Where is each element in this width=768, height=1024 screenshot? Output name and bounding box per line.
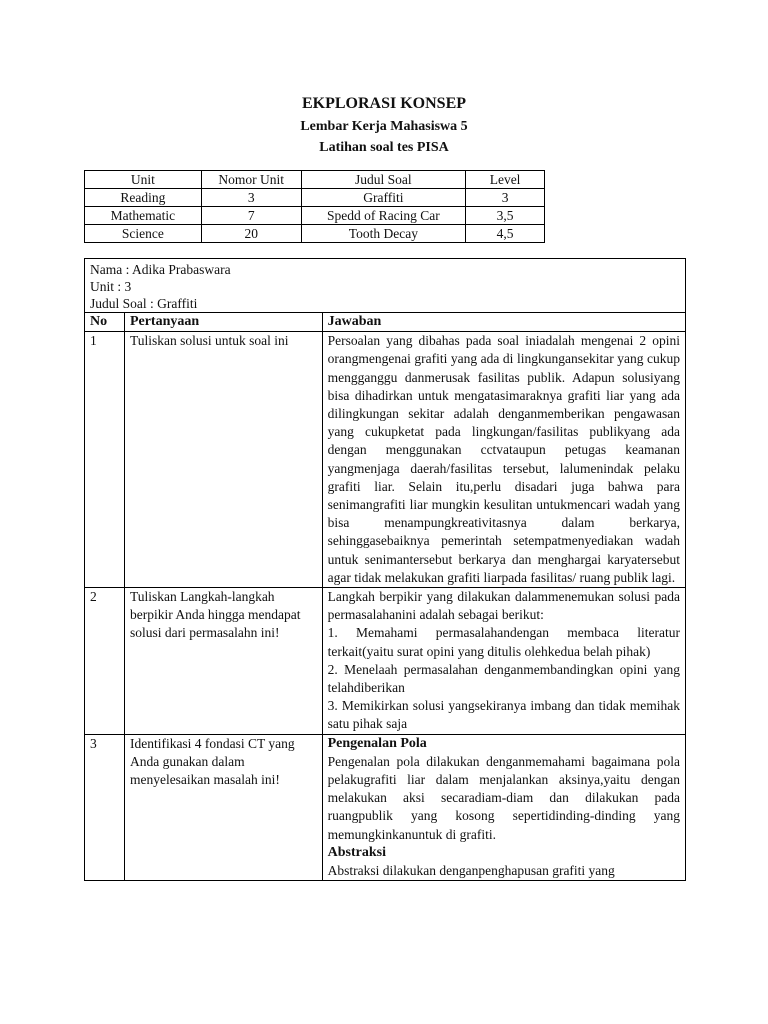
student-name: Nama : Adika Prabaswara: [90, 262, 231, 277]
row-number: 1: [85, 332, 125, 588]
table-row: [85, 207, 545, 225]
row-number: 3: [85, 734, 125, 881]
table-cell: 4,5: [466, 225, 545, 243]
column-header: Judul Soal: [301, 171, 466, 189]
table-row: [85, 332, 686, 588]
worksheet-table: [84, 258, 686, 881]
table-cell: Spedd of Racing Car: [301, 207, 466, 225]
question-text: Identifikasi 4 fondasi CT yang Anda gunakan dalam menyelesaikan masalah ini!: [124, 734, 322, 881]
table-cell: Tooth Decay: [301, 225, 466, 243]
column-header-jawaban: Jawaban: [322, 313, 685, 332]
column-header: Level: [466, 171, 545, 189]
question-text: Tuliskan solusi untuk soal ini: [124, 332, 322, 588]
table-cell: 3,5: [466, 207, 545, 225]
table-row: [85, 189, 545, 207]
table-cell: Science: [85, 225, 202, 243]
answer-step: 1. Memahami permasalahandengan membaca literatur terkait(yaitu surat opini yang ditulis olehkedua belah pihak): [327, 625, 680, 659]
student-info: [85, 259, 686, 313]
unit-number: Unit : 3: [90, 279, 132, 294]
answer-cell: [322, 734, 685, 881]
column-header-no: No: [85, 313, 125, 332]
question-text: Tuliskan Langkah-langkah berpikir Anda hingga mendapat solusi dari permasalahn ini!: [124, 588, 322, 735]
answer-text: Persoalan yang dibahas pada soal iniadalah mengenai 2 opini orangmengenai grafiti yang ada di lingkungansekitar yang cukup mengganggu danmerusak fasilitas publik. Adapun solusiyang bisa dihadirkan untuk mengatasimaraknya grafiti liar yang ada dilingkungan sekitar adalah denganmemberikan pengawasan yang cukupketat pada lingkungan/fasilitas publikyang ada dengan menggunakan cctvataupun petugas keamanan yangmenjaga daerah/fasilitas tersebut, lalumenindak pelaku grafiti liar. Selain itu,perlu disadari juga bahwa para senimangrafiti liar mungkin kesulitan untukmencari wadah yang bisa menampungkreativitasnya dalam berkarya, sehinggasebaiknya pemerintah setempatmenyediakan wadah untuk senimantersebut berkarya dan menghargai karyatersebut agar tidak melakukan grafiti liarpada fasilitas/ ruang publik lagi.: [322, 332, 685, 588]
table-header-row: [85, 171, 545, 189]
answer-step: 2. Menelaah permasalahan denganmembandingkan opini yang telahdiberikan: [327, 661, 680, 696]
answer-paragraph: Abstraksi dilakukan denganpenghapusan grafiti yang: [327, 863, 615, 879]
column-header: Nomor Unit: [201, 171, 301, 189]
table-cell: 3: [201, 189, 301, 207]
answer-step: 3. Memikirkan solusi yangsekiranya imbang dan tidak memihak satu pihak saja: [327, 698, 680, 732]
table-row: [85, 588, 686, 735]
table-row: [85, 734, 686, 881]
table-row: [85, 225, 545, 243]
question-title: Judul Soal : Graffiti: [90, 296, 198, 311]
column-header-pertanyaan: Pertanyaan: [124, 313, 322, 332]
unit-table: [84, 170, 545, 243]
answer-heading: Pengenalan Pola: [327, 735, 427, 751]
answer-cell: [322, 588, 685, 735]
document-subtitle-2: Latihan soal tes PISA: [319, 140, 449, 155]
worksheet-header-row: [85, 313, 686, 332]
document-title: EKPLORASI KONSEP: [301, 95, 467, 112]
table-cell: Reading: [85, 189, 202, 207]
table-cell: 20: [201, 225, 301, 243]
column-header: Unit: [85, 171, 202, 189]
answer-heading: Abstraksi: [327, 844, 386, 860]
document-subtitle: Lembar Kerja Mahasiswa 5: [300, 119, 468, 134]
answer-intro: Langkah berpikir yang dilakukan dalammenemukan solusi pada permasalahanini adalah sebagai berikut:: [327, 589, 680, 623]
student-info-row: [85, 259, 686, 313]
table-cell: Graffiti: [301, 189, 466, 207]
row-number: 2: [85, 588, 125, 735]
answer-paragraph: Pengenalan pola dilakukan denganmemahami bagaimana pola pelakugrafiti liar dalam menjalankan aksinya,yaitu dengan melakukan aksi secaradiam-diam dan dilakukan pada ruangpublik yang kosong sepertidinding-dinding yang memungkinkanuntuk di grafiti.: [327, 753, 680, 842]
table-cell: 7: [201, 207, 301, 225]
table-cell: 3: [466, 189, 545, 207]
table-cell: Mathematic: [85, 207, 202, 225]
